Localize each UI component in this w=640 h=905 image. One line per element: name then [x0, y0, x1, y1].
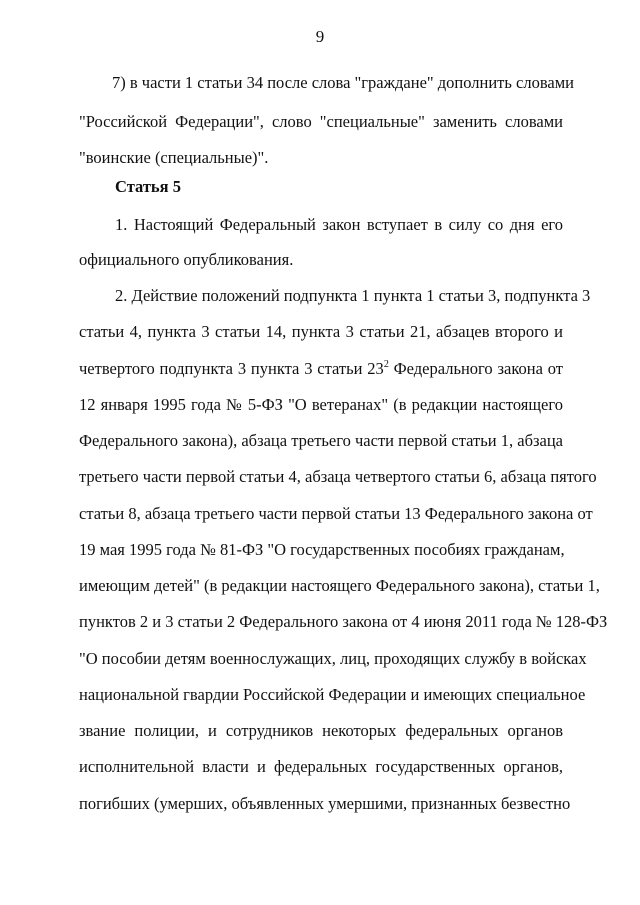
line-text: Федерального закона от — [388, 359, 563, 378]
superscript: 2 — [383, 359, 389, 370]
line-text: четвертого подпункта 3 пункта 3 статьи 23 — [79, 359, 384, 378]
paragraph-line: исполнительной власти и федеральных государственных органов, — [79, 757, 563, 776]
paragraph-line: звание полиции, и сотрудников некоторых федеральных органов — [79, 721, 563, 740]
paragraph-line: "Российской Федерации", слово "специальные" заменить словами — [79, 112, 563, 131]
paragraph-line: статьи 8, абзаца третьего части первой статьи 13 Федерального закона от — [79, 504, 593, 523]
paragraph-line: 2. Действие положений подпункта 1 пункта 1 статьи 3, подпункта 3 — [115, 286, 591, 305]
paragraph-line: Федерального закона), абзаца третьего части первой статьи 1, абзаца — [79, 431, 563, 450]
article-heading: Статья 5 — [115, 177, 181, 196]
paragraph-line: погибших (умерших, объявленных умершими, признанных безвестно — [79, 794, 571, 813]
paragraph-line: 1. Настоящий Федеральный закон вступает в силу со дня его — [115, 215, 563, 234]
paragraph-line: статьи 4, пункта 3 статьи 14, пункта 3 статьи 21, абзацев второго и — [79, 322, 563, 341]
paragraph-line: 19 мая 1995 года № 81-ФЗ "О государственных пособиях гражданам, — [79, 540, 565, 559]
page-number: 9 — [315, 27, 325, 46]
paragraph-line: третьего части первой статьи 4, абзаца четвертого статьи 6, абзаца пятого — [79, 467, 597, 486]
paragraph-line: национальной гвардии Российской Федерации и имеющих специальное — [79, 685, 586, 704]
paragraph-line: 7) в части 1 статьи 34 после слова "граждане" дополнить словами — [112, 73, 574, 92]
paragraph-line: "О пособии детям военнослужащих, лиц, проходящих службу в войсках — [79, 649, 587, 668]
paragraph-line: "воинские (специальные)". — [79, 148, 269, 167]
paragraph-line — [79, 354, 563, 384]
paragraph-line: имеющим детей" (в редакции настоящего Федерального закона), статьи 1, — [79, 576, 600, 595]
paragraph-line: пунктов 2 и 3 статьи 2 Федерального закона от 4 июня 2011 года № 128-ФЗ — [79, 612, 608, 631]
paragraph-line: официального опубликования. — [79, 250, 294, 269]
paragraph-line: 12 января 1995 года № 5-ФЗ "О ветеранах" (в редакции настоящего — [79, 395, 563, 414]
